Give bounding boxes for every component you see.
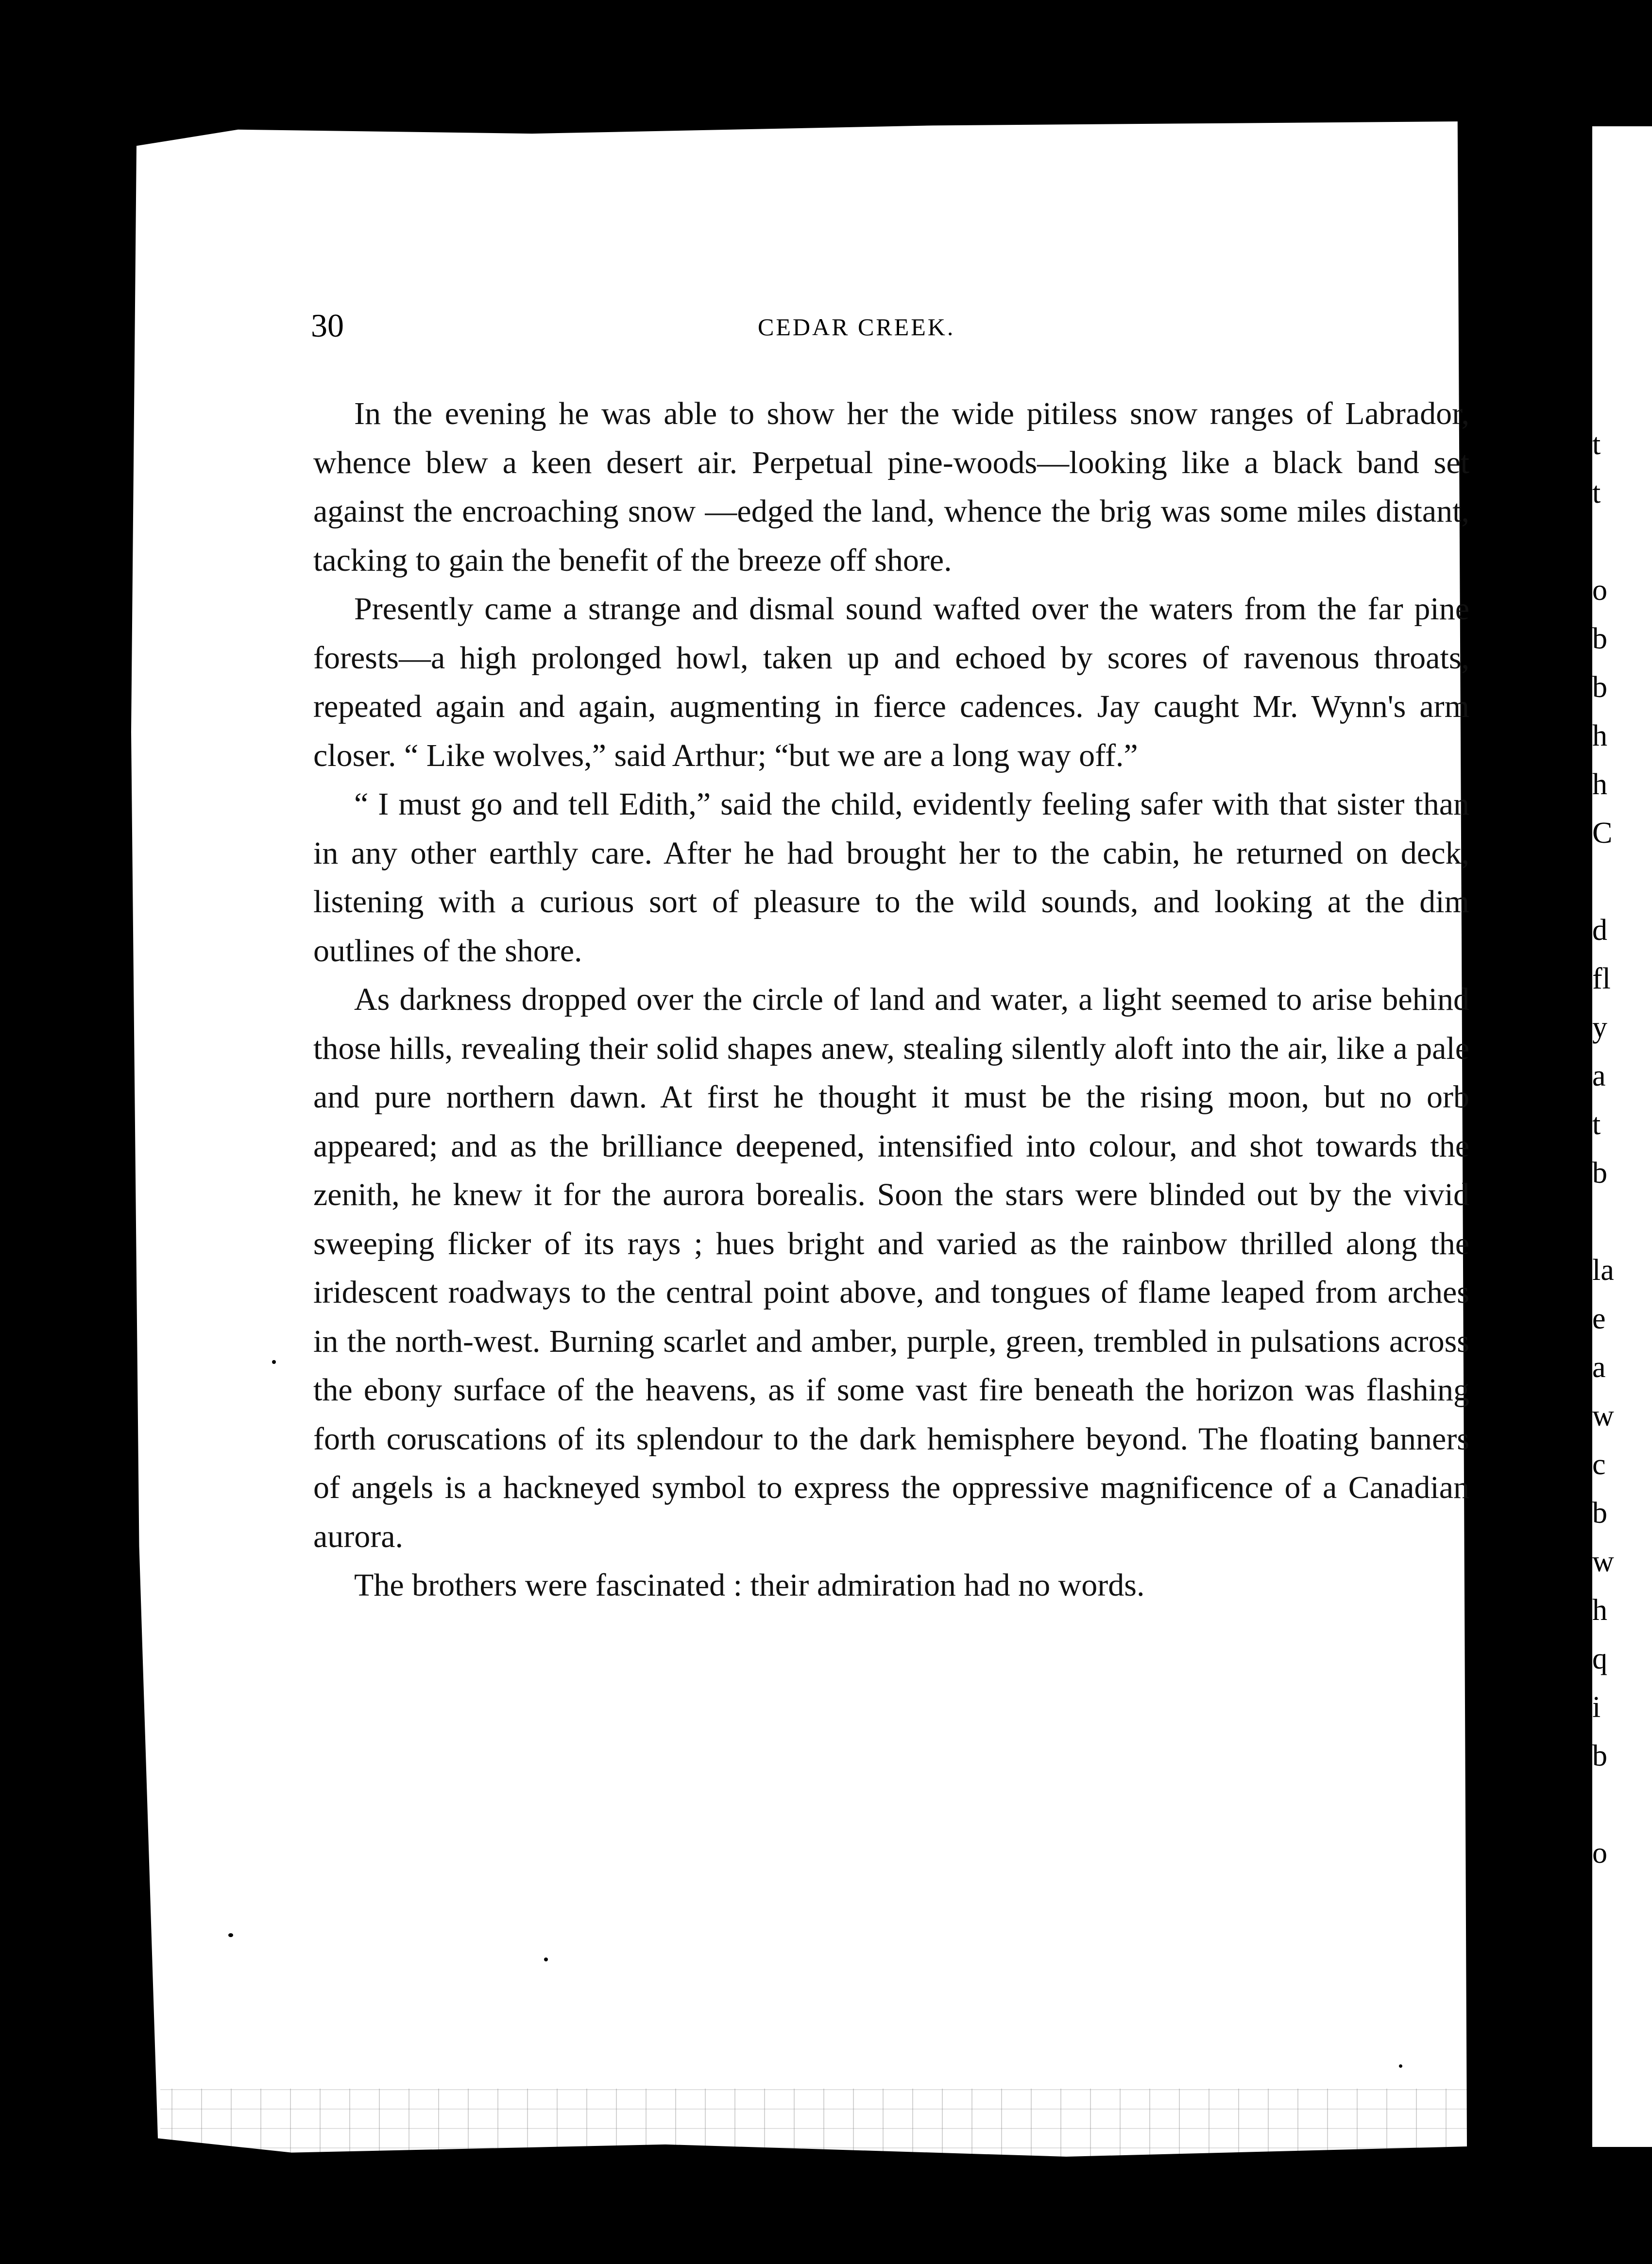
scan-speck bbox=[272, 1360, 276, 1364]
page-number: 30 bbox=[311, 307, 344, 344]
fragment: t bbox=[1592, 477, 1601, 510]
fragment: o bbox=[1592, 1837, 1607, 1870]
paragraph: Presently came a strange and dismal sound wafted over the waters from the far pine forests—a high prolonged howl, taken up and echoed by scores of ravenous throats, repeated again and again, augmenting in fierce cadences. Jay caught Mr. Wynn's arm closer. “ Like wolves,” said Arthur; “but we are a long way off.” bbox=[313, 591, 1469, 773]
fragment: h bbox=[1592, 1594, 1607, 1627]
fragment: b bbox=[1592, 671, 1607, 704]
page-header bbox=[311, 306, 1472, 345]
fragment: w bbox=[1592, 1545, 1614, 1578]
scan-noise bbox=[160, 2089, 1472, 2157]
scan-speck bbox=[228, 1933, 233, 1937]
body-text bbox=[313, 390, 1469, 1610]
scan-speck bbox=[1399, 2064, 1402, 2068]
page-gutter-shadow bbox=[1583, 126, 1592, 2147]
fragment: t bbox=[1592, 1108, 1601, 1141]
paragraph: The brothers were fascinated : their admiration had no words. bbox=[354, 1567, 1145, 1603]
scan-speck bbox=[544, 1958, 548, 1961]
fragment: q bbox=[1592, 1642, 1607, 1675]
fragment: t bbox=[1592, 428, 1601, 461]
fragment: w bbox=[1592, 1399, 1614, 1432]
paragraph: As darkness dropped over the circle of land and water, a light seemed to arise behind those hills, revealing their solid shapes anew, stealing silently aloft into the air, like a pale and pure northern dawn. At first he thought it must be the rising moon, but no orb appeared; and as the brilliance deepened, intensified into colour, and shot towards the zenith, he knew it for the aurora borealis. Soon the stars were blinded out by the vivid sweeping flicker of its rays ; hues bright and varied as the rainbow thrilled along the iridescent roadways to the central point above, and tongues of flame leaped from arches in the north-west. Burning scarlet and amber, purple, green, trembled in pulsations across the ebony surface of the heavens, as if some vast fire beneath the horizon was flashing forth coruscations of its splendour to the dark hemisphere beyond. The floating banners of angels is a hackneyed symbol to express the oppressive magnificence of a Canadian aurora. bbox=[313, 982, 1469, 1554]
fragment: b bbox=[1592, 622, 1607, 655]
fragment: a bbox=[1592, 1351, 1606, 1384]
fragment: a bbox=[1592, 1059, 1606, 1092]
fragment: b bbox=[1592, 1739, 1607, 1772]
fragment: fl bbox=[1592, 962, 1611, 995]
fragment: b bbox=[1592, 1157, 1607, 1190]
fragment: b bbox=[1592, 1497, 1607, 1530]
fragment: C bbox=[1592, 817, 1613, 850]
running-head: CEDAR CREEK. bbox=[758, 313, 955, 340]
fragment: d bbox=[1592, 914, 1607, 947]
paragraph: “ I must go and tell Edith,” said the child, evidently feeling safer with that sister than in any other earthly care. After he had brought her to the cabin, he returned on deck, listening with a curious sort of pleasure to the wild sounds, and looking at the dim outlines of the shore. bbox=[313, 786, 1469, 969]
fragment: la bbox=[1592, 1254, 1614, 1287]
fragment: o bbox=[1592, 574, 1607, 607]
fragment: e bbox=[1592, 1302, 1606, 1335]
fragment: h bbox=[1592, 768, 1607, 801]
fragment: h bbox=[1592, 719, 1607, 752]
fragment: i bbox=[1592, 1691, 1601, 1724]
fragment: c bbox=[1592, 1448, 1606, 1481]
scan-speck bbox=[1496, 1967, 1501, 1972]
paragraph: In the evening he was able to show her the wide pitiless snow ranges of Labrador, whence blew a keen desert air. Perpetual pine-woods—looking like a black band set against the encroaching snow —edged the land, whence the brig was some miles distant, tacking to gain the benefit of the breeze off shore. bbox=[313, 396, 1469, 578]
fragment: y bbox=[1592, 1011, 1607, 1044]
